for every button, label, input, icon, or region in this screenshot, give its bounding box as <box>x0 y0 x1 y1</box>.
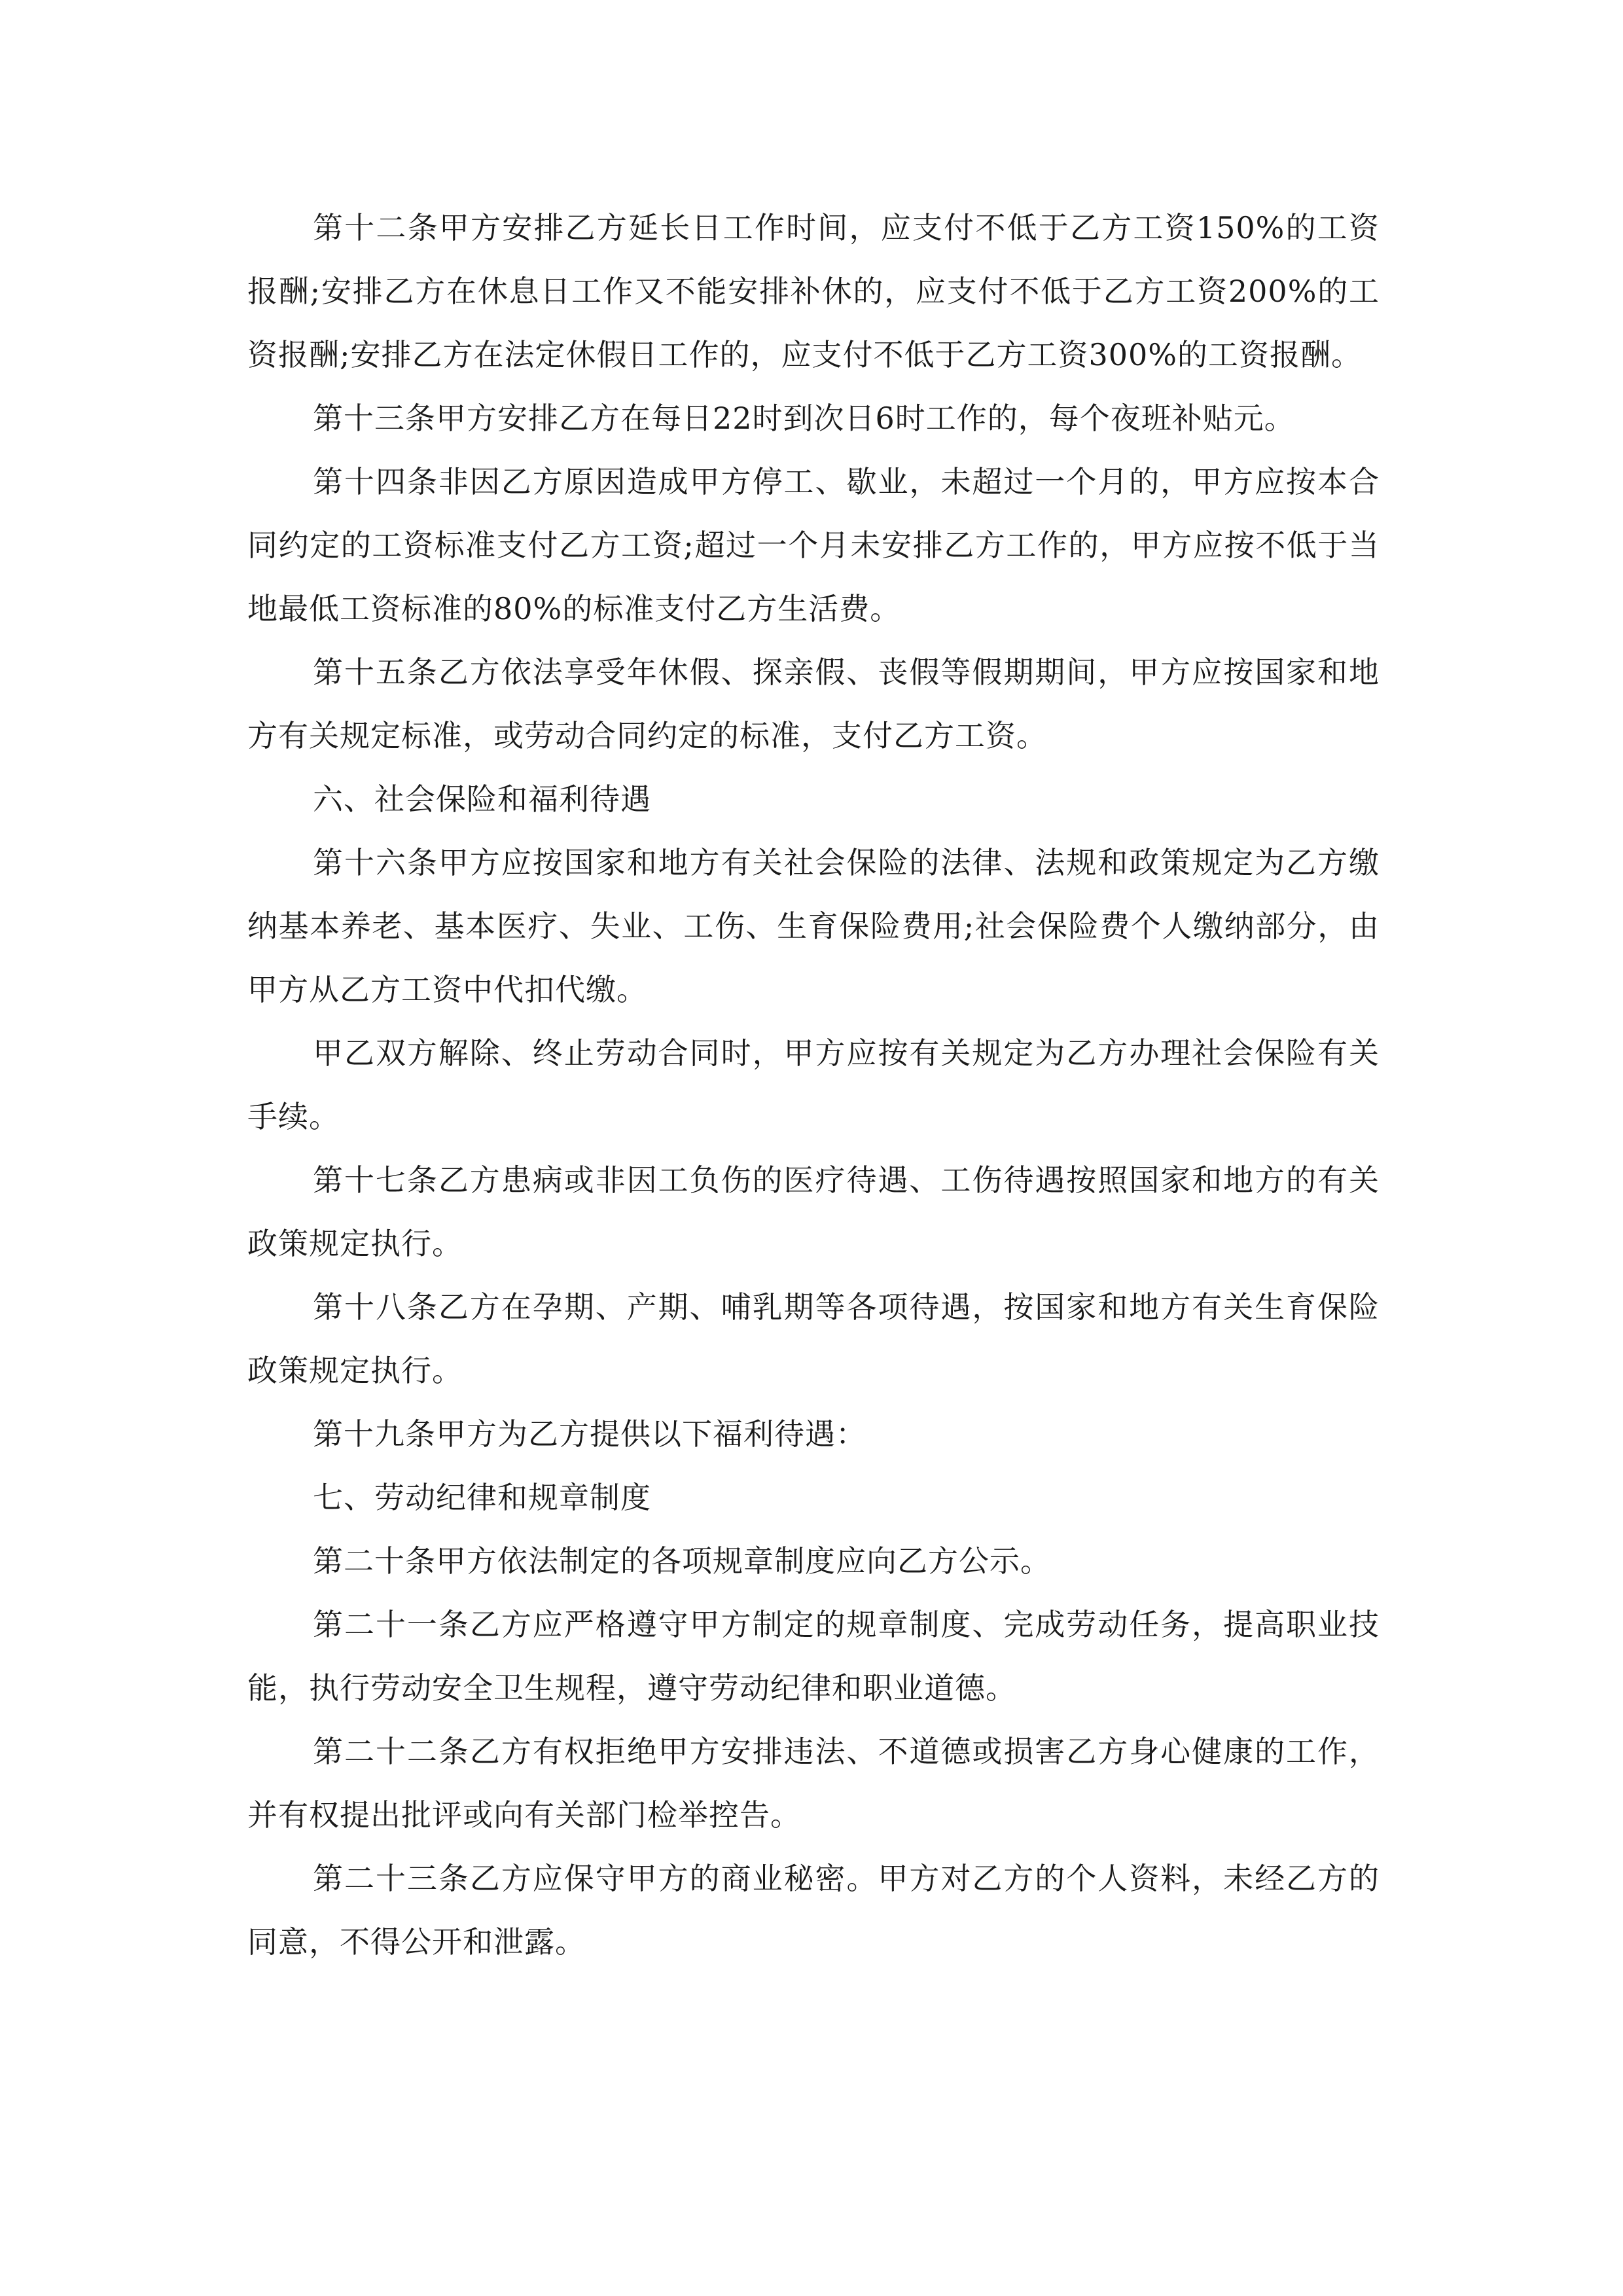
article-23-paragraph: 第二十三条乙方应保守甲方的商业秘密。甲方对乙方的个人资料，未经乙方的同意，不得公开和泄露。 <box>247 1861 1380 1960</box>
article-19-paragraph: 第十九条甲方为乙方提供以下福利待遇： <box>313 1416 866 1452</box>
section-6-heading: 六、社会保险和福利待遇 <box>313 781 651 817</box>
article-17-paragraph: 第十七条乙方患病或非因工负伤的医疗待遇、工伤待遇按照国家和地方的有关政策规定执行。 <box>247 1162 1380 1261</box>
article-12-paragraph: 第十二条甲方安排乙方延长日工作时间，应支付不低于乙方工资150%的工资报酬;安排乙方在休息日工作又不能安排补休的，应支付不低于乙方工资200%的工资报酬;安排乙方在法定休假日工作的，应支付不低于乙方工资300%的工资报酬。 <box>247 210 1380 372</box>
article-21-paragraph: 第二十一条乙方应严格遵守甲方制定的规章制度、完成劳动任务，提高职业技能，执行劳动安全卫生规程，遵守劳动纪律和职业道德。 <box>247 1607 1380 1706</box>
article-16-continuation-paragraph: 甲乙双方解除、终止劳动合同时，甲方应按有关规定为乙方办理社会保险有关手续。 <box>247 1035 1380 1134</box>
article-13-paragraph: 第十三条甲方安排乙方在每日22时到次日6时工作的，每个夜班补贴元。 <box>313 401 1295 436</box>
article-22-paragraph: 第二十二条乙方有权拒绝甲方安排违法、不道德或损害乙方身心健康的工作，并有权提出批评或向有关部门检举控告。 <box>247 1734 1380 1833</box>
article-15-paragraph: 第十五条乙方依法享受年休假、探亲假、丧假等假期期间，甲方应按国家和地方有关规定标准，或劳动合同约定的标准，支付乙方工资。 <box>247 655 1380 753</box>
article-20-paragraph: 第二十条甲方依法制定的各项规章制度应向乙方公示。 <box>313 1543 1051 1579</box>
section-7-heading: 七、劳动纪律和规章制度 <box>313 1480 651 1515</box>
document-page <box>247 196 1380 2094</box>
article-14-paragraph: 第十四条非因乙方原因造成甲方停工、歇业，未超过一个月的，甲方应按本合同约定的工资标准支付乙方工资;超过一个月未安排乙方工作的，甲方应按不低于当地最低工资标准的80%的标准支付乙方生活费。 <box>247 464 1380 626</box>
article-16-paragraph: 第十六条甲方应按国家和地方有关社会保险的法律、法规和政策规定为乙方缴纳基本养老、基本医疗、失业、工伤、生育保险费用;社会保险费个人缴纳部分，由甲方从乙方工资中代扣代缴。 <box>247 845 1380 1007</box>
article-18-paragraph: 第十八条乙方在孕期、产期、哺乳期等各项待遇，按国家和地方有关生育保险政策规定执行。 <box>247 1289 1380 1388</box>
